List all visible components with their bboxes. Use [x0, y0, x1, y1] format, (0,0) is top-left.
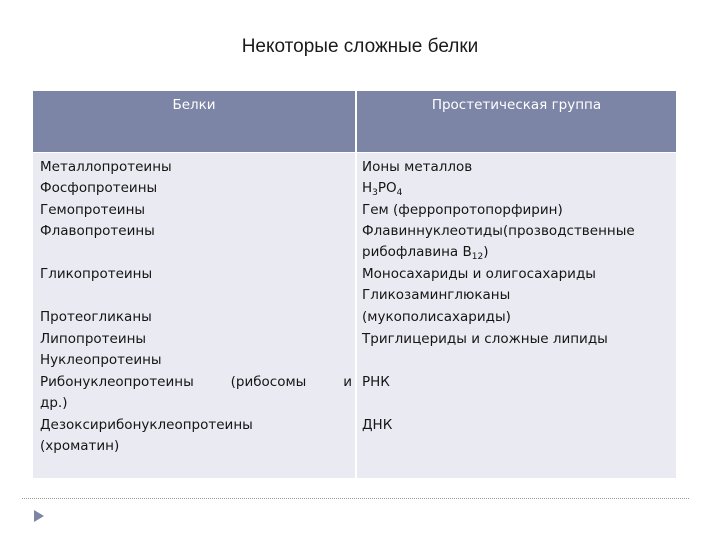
prosthetic-group-cell [357, 153, 676, 478]
group-saccharides: Моносахариды и олигосахариды [362, 266, 596, 282]
row-phosphoproteins: Фосфопротеины [40, 180, 158, 196]
arrow-right-icon [34, 510, 44, 522]
row-metalloproteins: Металлопротеины [40, 159, 172, 175]
row-glycoproteins: Гликопротеины [40, 266, 153, 282]
group-glycosaminoglycans: Гликозаминглюканы [362, 287, 511, 303]
row-ribonucleoproteins [40, 374, 352, 391]
group-rna: РНК [362, 374, 390, 390]
group-lipids: Триглицериды и сложные липиды [362, 331, 608, 347]
row-chromatin: (хроматин) [40, 438, 120, 454]
row-flavoproteins: Флавопротеины [40, 223, 155, 239]
row-proteoglycans: Протеогликаны [40, 309, 152, 325]
group-dna: ДНК [362, 417, 393, 433]
ribo-text-3: и [343, 374, 352, 390]
group-mucopolysaccharides: (мукополисахариды) [362, 309, 511, 325]
row-hemoproteins: Гемопротеины [40, 202, 146, 218]
page-title: Некоторые сложные белки [241, 36, 479, 57]
protein-table [33, 91, 676, 478]
row-deoxyribonucleoproteins: Дезоксирибонуклеопротеины [40, 417, 253, 433]
header-prosthetic-group: Простетическая группа [357, 91, 676, 152]
row-lipoproteins: Липопротеины [40, 331, 147, 347]
group-heme: Гем (ферропротопорфирин) [362, 202, 563, 218]
ribo-text-2: (рибосомы [230, 374, 307, 390]
row-ribonucleoproteins-cont: др.) [40, 395, 68, 411]
group-phosphoric-acid: $H_3PO_4$ [362, 180, 403, 198]
header-proteins: Белки [33, 91, 355, 152]
ribo-text-1: Рибонуклеопротеины [40, 374, 194, 390]
proteins-cell [33, 153, 355, 478]
group-flavin-2: рибофлавина $B_{12}$) [362, 244, 489, 262]
row-nucleoproteins: Нуклеопротеины [40, 352, 162, 368]
group-flavin-1: Флавиннуклеотиды(прозводственные [362, 223, 635, 239]
footer-divider [22, 498, 689, 499]
group-metal-ions: Ионы металлов [362, 159, 473, 175]
